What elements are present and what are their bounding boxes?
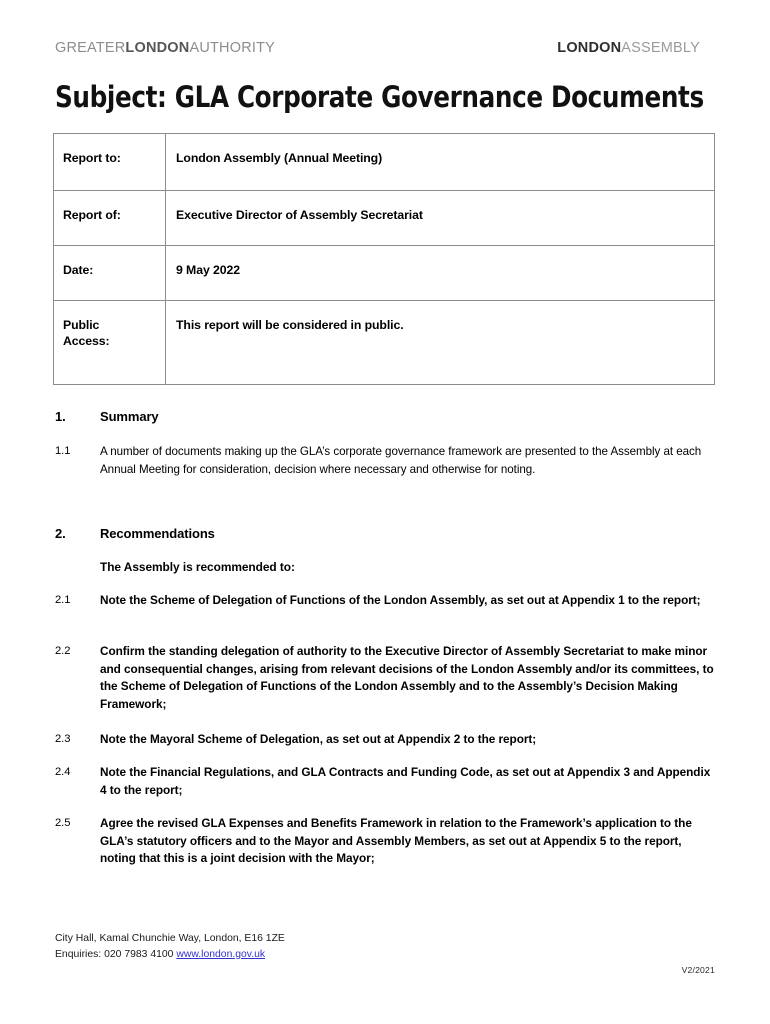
paragraph-2-3 [55,731,715,749]
row-label-date: Date: [54,246,166,301]
row-value-public-access: This report will be considered in public. [166,301,715,385]
row-label-public-access [54,301,166,385]
paragraph-text: Note the Financial Regulations, and GLA Contracts and Funding Code, as set out at Appendix 3 and Appendix 4 to the report; [100,765,711,797]
paragraph-2-4 [55,764,715,799]
section-heading-recommendations [55,525,715,542]
footer-address: City Hall, Kamal Chunchie Way, London, E16 1ZE [55,933,285,944]
gla-logo-part-greater: GREATER [55,40,126,56]
paragraph-number: 2.1 [55,594,71,606]
row-value-report-to: London Assembly (Annual Meeting) [166,134,715,191]
paragraph-text: A number of documents making up the GLA’s corporate governance framework are presented to the Assembly at each Annual Meeting for consideration, decision where necessary and otherwise for noting. [100,445,702,476]
table-row [54,246,715,301]
assembly-logo-part-assembly: ASSEMBLY [621,40,700,56]
table-row [54,301,715,385]
gla-logo-part-authority: AUTHORITY [189,40,276,56]
section-title: Summary [100,409,159,424]
recommendations-intro-text: The Assembly is recommended to: [100,560,295,574]
recommendations-intro [55,559,715,577]
london-assembly-logo [557,39,700,57]
report-info-table [53,133,715,385]
section-title: Recommendations [100,526,215,541]
assembly-logo-part-london: LONDON [557,40,622,56]
page-title: Subject: GLA Corporate Governance Documents [55,80,704,114]
gla-logo-part-london: LONDON [125,40,190,56]
paragraph-2-5 [55,815,715,868]
footer-enquiries-line [55,947,715,963]
row-label-public-access-line2: Access: [63,334,110,348]
table-row [54,134,715,191]
paragraph-text: Confirm the standing delegation of authority to the Executive Director of Assembly Secretariat to make minor and consequential changes, arising from relevant decisions of the London Assembly and/or its committees, to the Scheme of Delegation of Functions of the London Assembly and to the Assembly’s Decision Making Framework; [100,644,714,711]
row-value-date: 9 May 2022 [166,246,715,301]
section-number: 1. [55,409,66,424]
paragraph-2-1 [55,592,715,610]
footer-enquiries-label: Enquiries: 020 7983 4100 [55,948,174,960]
header-logo-row [55,39,715,59]
footer-website-link[interactable]: www.london.gov.uk [176,948,266,960]
section-number: 2. [55,526,66,541]
paragraph-2-2 [55,643,715,713]
row-label-report-to: Report to: [54,134,166,191]
page-footer [55,931,715,962]
paragraph-number: 2.5 [55,817,71,829]
row-value-report-of: Executive Director of Assembly Secretariat [166,191,715,246]
row-label-public-access-line1: Public [63,318,100,332]
paragraph-number: 1.1 [55,445,71,457]
paragraph-number: 2.3 [55,733,71,745]
section-heading-summary [55,408,715,425]
paragraph-number: 2.2 [55,645,71,657]
table-row [54,191,715,246]
paragraph-number: 2.4 [55,766,71,778]
document-version: V2/2021 [681,965,715,975]
greater-london-authority-logo [55,39,275,57]
paragraph-text: Note the Scheme of Delegation of Functions of the London Assembly, as set out at Appendix 1 to the report; [100,593,701,607]
row-label-report-of: Report of: [54,191,166,246]
paragraph-1-1 [55,443,715,478]
paragraph-text: Agree the revised GLA Expenses and Benefits Framework in relation to the Framework’s application to the GLA’s statutory officers and to the Mayor and Assembly Members, as set out at Appendix 5 to the report, noting that this is a joint decision with the Mayor; [100,816,692,865]
paragraph-text: Note the Mayoral Scheme of Delegation, as set out at Appendix 2 to the report; [100,732,537,746]
